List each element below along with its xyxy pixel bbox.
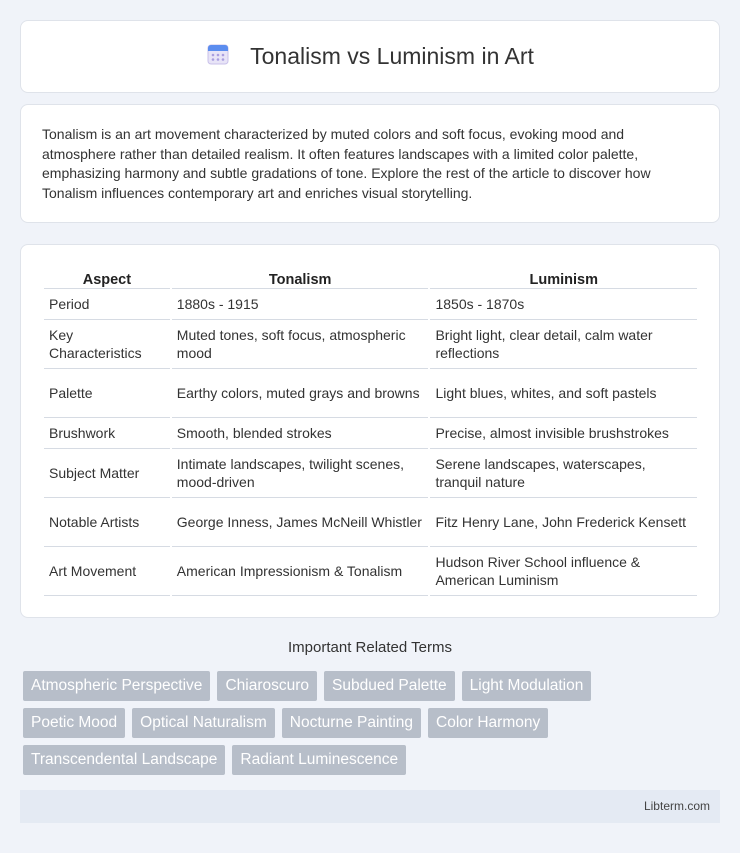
table-cell: Notable Artists (44, 498, 170, 547)
table-cell: Hudson River School influence & American Luminism (430, 547, 697, 596)
intro-card (20, 104, 720, 223)
table-cell: Art Movement (44, 547, 170, 596)
table-row (44, 547, 697, 596)
table-cell: Light blues, whites, and soft pastels (430, 369, 697, 418)
tag-row (23, 708, 723, 738)
table-row (44, 418, 697, 449)
page-title: Tonalism vs Luminism in Art (250, 43, 534, 69)
table-cell: Brushwork (44, 418, 170, 449)
table-cell: Fitz Henry Lane, John Frederick Kensett (430, 498, 697, 547)
table-row (44, 369, 697, 418)
header-card (20, 20, 720, 93)
header-tonalism: Tonalism (172, 265, 429, 289)
tag-row (23, 745, 723, 775)
intro-paragraph: Tonalism is an art movement characterized by muted colors and soft focus, evoking mood and atmosphere rather than detailed realism. It often features landscapes with a limited color palette, emphasizing harmony and subtle gradations of tone. Explore the rest of the article to discover how Tonalism influences contemporary art and enriches visual storytelling. (42, 126, 651, 201)
table-cell: Precise, almost invisible brushstrokes (430, 418, 697, 449)
table-cell: Period (44, 289, 170, 320)
related-terms-tags (23, 671, 723, 782)
tag-atmospheric-perspective[interactable]: Atmospheric Perspective (23, 671, 210, 701)
tag-subdued-palette[interactable]: Subdued Palette (324, 671, 455, 701)
header (206, 42, 534, 71)
tag-optical-naturalism[interactable]: Optical Naturalism (132, 708, 275, 738)
table-cell: Bright light, clear detail, calm water reflections (430, 320, 697, 369)
table-row (44, 498, 697, 547)
footer-site-link[interactable]: Libterm.com (643, 799, 710, 813)
table-cell: Palette (44, 369, 170, 418)
tag-color-harmony[interactable]: Color Harmony (428, 708, 548, 738)
tag-row (23, 671, 723, 701)
footer (20, 790, 720, 823)
tag-light-modulation[interactable]: Light Modulation (462, 671, 592, 701)
table-cell: Serene landscapes, waterscapes, tranquil nature (430, 449, 697, 498)
related-terms-title: Important Related Terms (288, 639, 452, 656)
tag-radiant-luminescence[interactable]: Radiant Luminescence (232, 745, 406, 775)
table-cell: Smooth, blended strokes (172, 418, 429, 449)
tag-nocturne-painting[interactable]: Nocturne Painting (282, 708, 421, 738)
table-cell: Intimate landscapes, twilight scenes, mood-driven (172, 449, 429, 498)
comparison-card (20, 244, 720, 618)
table-cell: George Inness, James McNeill Whistler (172, 498, 429, 547)
table-cell: Earthy colors, muted grays and browns (172, 369, 429, 418)
comparison-table (42, 265, 699, 596)
table-row (44, 449, 697, 498)
tag-chiaroscuro[interactable]: Chiaroscuro (217, 671, 317, 701)
table-cell: American Impressionism & Tonalism (172, 547, 429, 596)
header-luminism: Luminism (430, 265, 697, 289)
table-cell: Subject Matter (44, 449, 170, 498)
table-row (44, 289, 697, 320)
table-cell: 1850s - 1870s (430, 289, 697, 320)
table-cell: Muted tones, soft focus, atmospheric mood (172, 320, 429, 369)
table-row (44, 320, 697, 369)
header-aspect: Aspect (44, 265, 170, 289)
tag-poetic-mood[interactable]: Poetic Mood (23, 708, 125, 738)
table-cell: 1880s - 1915 (172, 289, 429, 320)
table-header-row (44, 265, 697, 289)
tag-transcendental-landscape[interactable]: Transcendental Landscape (23, 745, 225, 775)
table-cell: Key Characteristics (44, 320, 170, 369)
calendar-icon (206, 42, 230, 71)
